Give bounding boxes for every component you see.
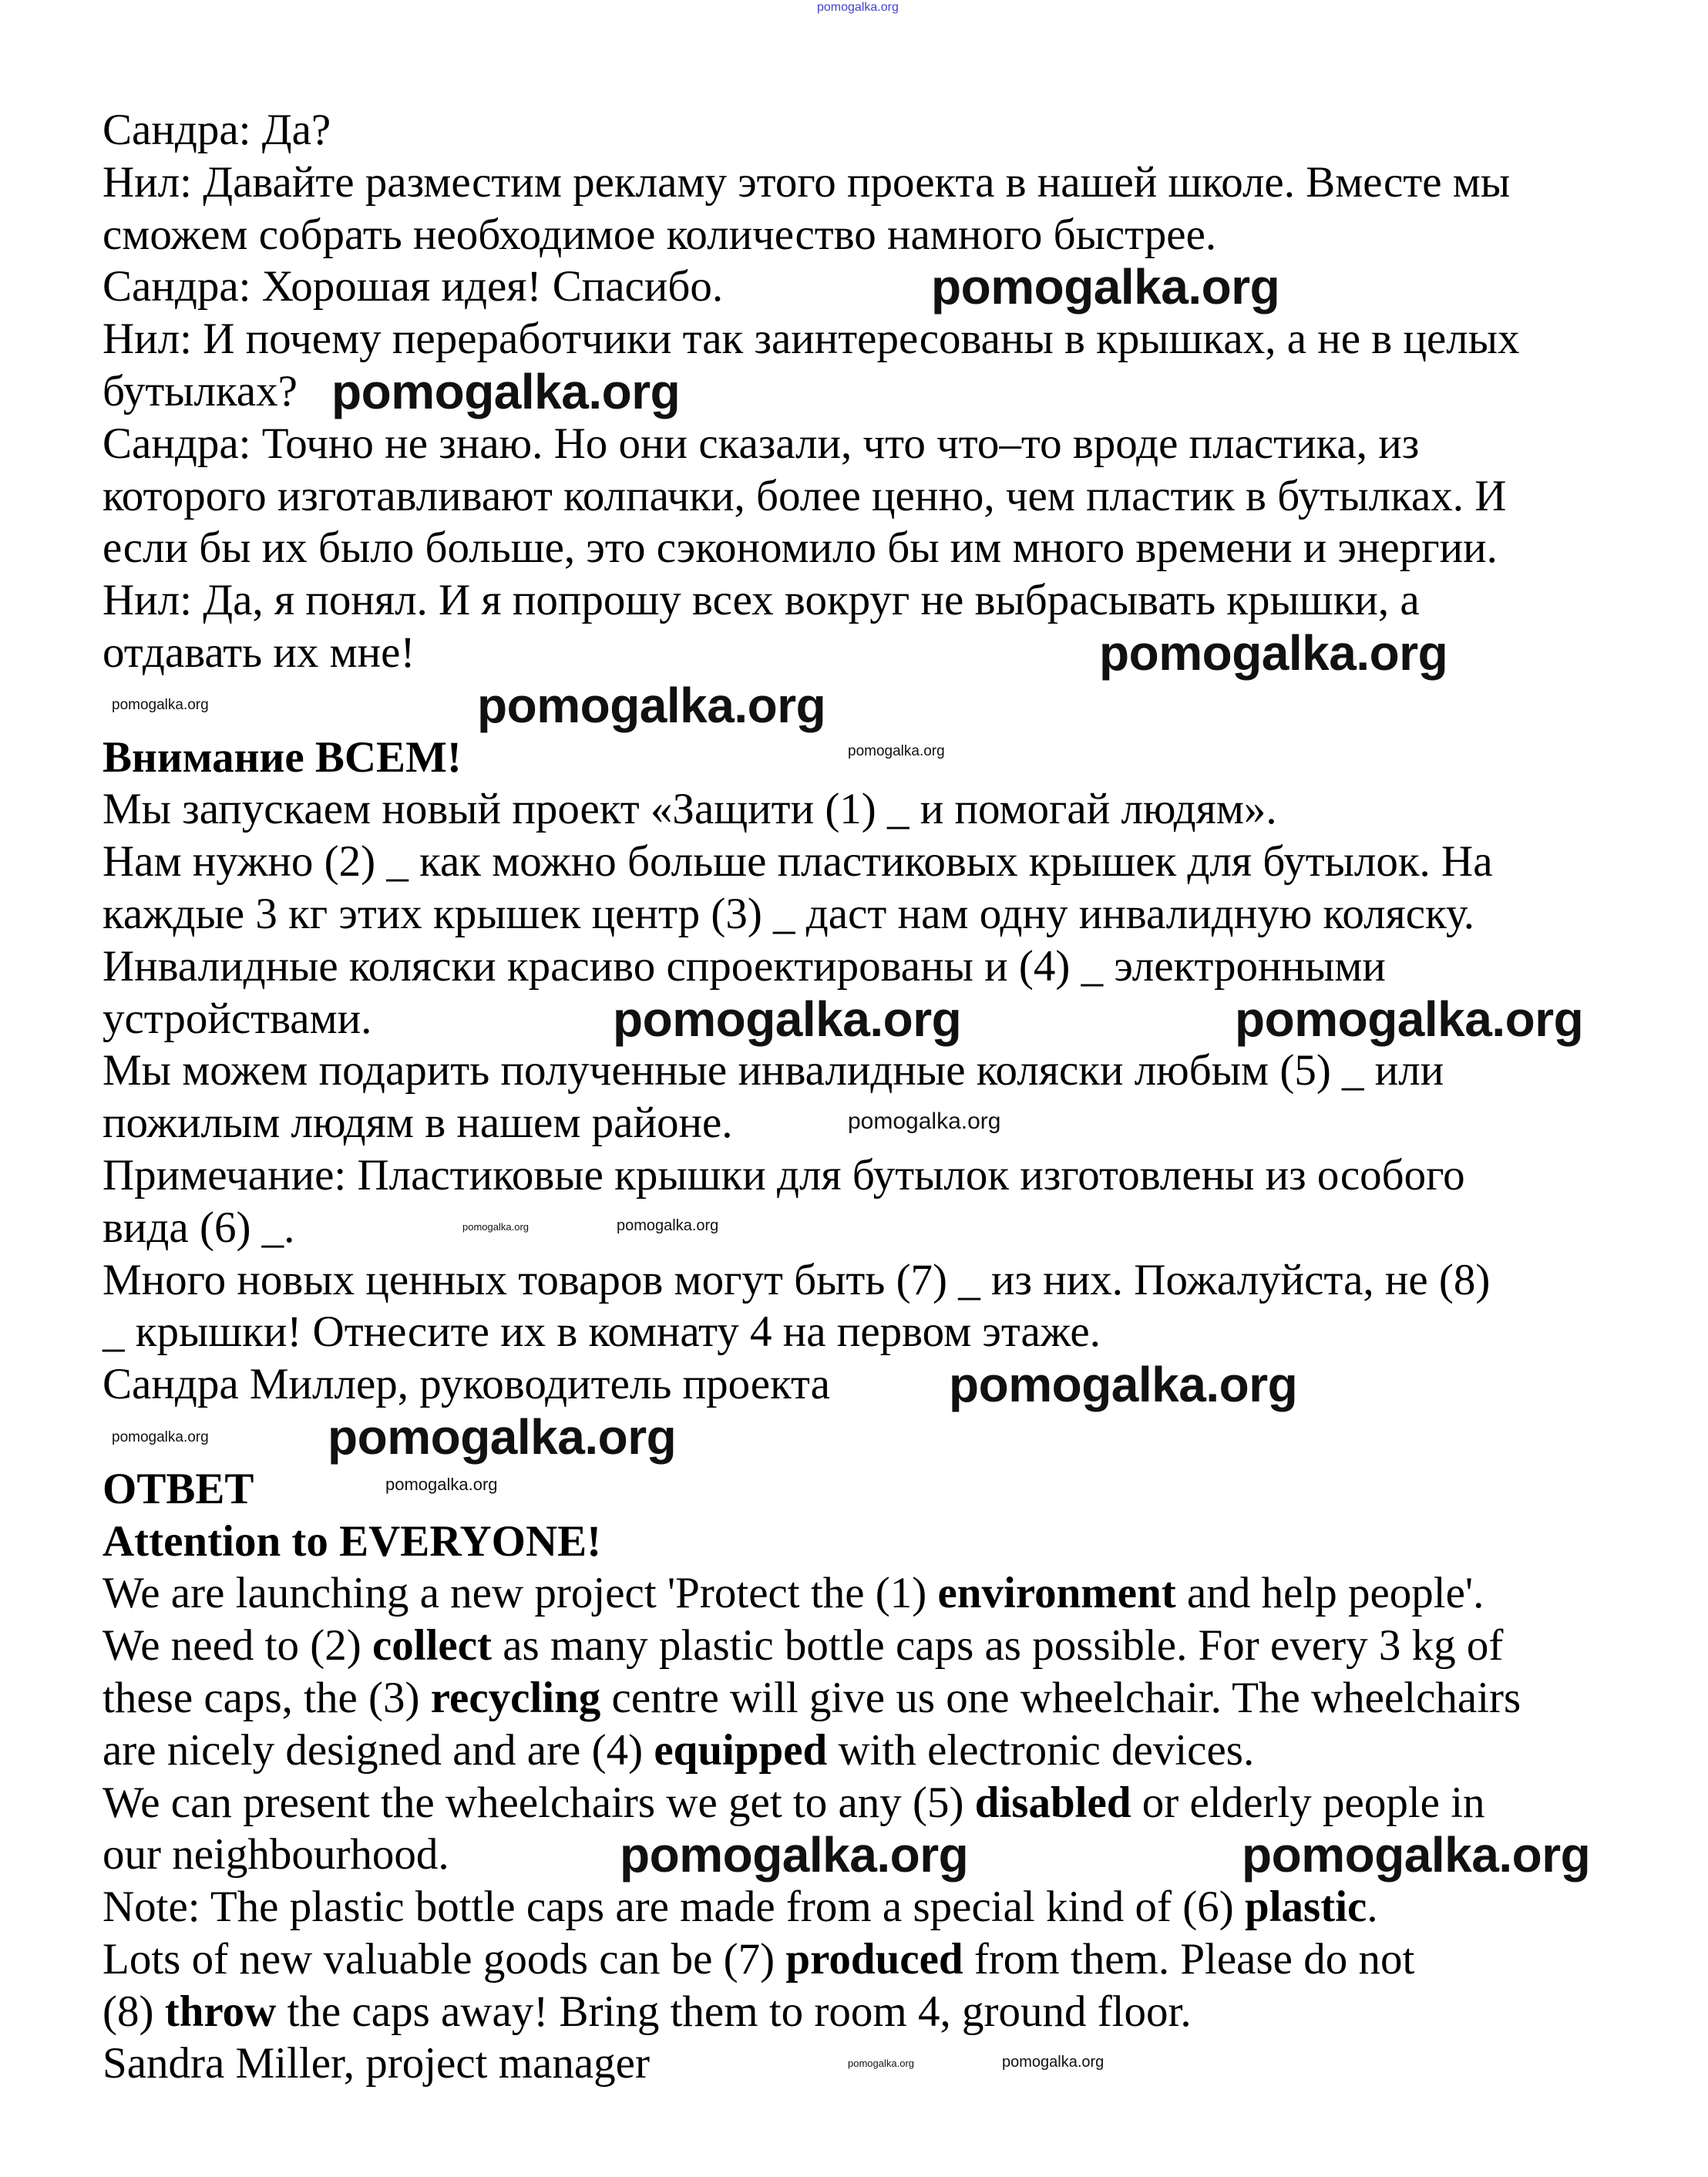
- text-segment: Нил: И почему переработчики так заинтересованы в крышках, а не в целых: [103, 315, 1520, 364]
- text-segment: (8): [103, 1987, 165, 2036]
- text-segment: and help people'.: [1175, 1569, 1484, 1618]
- text-line: [103, 783, 1690, 836]
- text-segment: We are launching a new project 'Protect the (1): [103, 1569, 938, 1618]
- text-segment: каждые 3 кг этих крышек центр (3) _ даст нам одну инвалидную коляску.: [103, 889, 1474, 938]
- text-line: [103, 1254, 1690, 1307]
- text-segment: которого изготавливают колпачки, более ценно, чем пластик в бутылках. И: [103, 471, 1507, 520]
- bold-text: Attention to EVERYONE!: [103, 1516, 602, 1566]
- watermark-small: pomogalka.org: [617, 1217, 719, 1234]
- text-line: [103, 1149, 1690, 1202]
- text-segment: the caps away! Bring them to room 4, ground floor.: [276, 1987, 1192, 2036]
- text-segment: _ крышки! Отнесите их в комнату 4 на первом этаже.: [103, 1307, 1101, 1357]
- watermark: pomogalka.org: [477, 678, 826, 733]
- text-segment: Сандра: Да?: [103, 106, 331, 154]
- text-segment: Lots of new valuable goods can be (7): [103, 1934, 786, 1984]
- text-segment: устройствами.: [103, 994, 372, 1043]
- text-line: [103, 1777, 1690, 1829]
- text-segment: Нил: Давайте разместим рекламу этого проекта в нашей школе. Вместе мы: [103, 157, 1511, 207]
- text-segment: Sandra Miller, project manager: [103, 2039, 650, 2088]
- bold-text: Внимание ВСЕМ!: [103, 732, 462, 782]
- text-segment: as many plastic bottle caps as possible. For every 3 kg of: [492, 1621, 1504, 1671]
- text-segment: Сандра: Хорошая идея! Спасибо.: [103, 262, 724, 311]
- watermark: pomogalka.org: [1242, 1827, 1591, 1883]
- text-segment: Сандра Миллер, руководитель проекта: [103, 1360, 830, 1409]
- watermark-small: pomogalka.org: [848, 1109, 1001, 1134]
- text-line: [103, 1881, 1690, 1933]
- text-segment: Note: The plastic bottle caps are made from a special kind of (6): [103, 1883, 1245, 1932]
- text-line: [103, 1045, 1690, 1097]
- text-segment: or elderly people in: [1131, 1778, 1485, 1827]
- text-segment: Много новых ценных товаров могут быть (7) _ из них. Пожалуйста, не (8): [103, 1255, 1491, 1304]
- text-line: [103, 156, 1690, 209]
- bold-text: throw: [164, 1987, 277, 2036]
- text-segment: вида (6) _.: [103, 1203, 295, 1252]
- watermark-top: pomogalka.org: [817, 1, 899, 14]
- text-segment: these caps, the (3): [103, 1673, 431, 1722]
- text-segment: сможем собрать необходимое количество намного быстрее.: [103, 210, 1217, 259]
- text-line: [103, 313, 1690, 365]
- text-line: [103, 261, 1690, 313]
- text-line: [103, 1202, 1690, 1254]
- text-segment: бутылках?: [103, 366, 298, 416]
- watermark-small: pomogalka.org: [848, 743, 945, 759]
- text-segment: пожилым людям в нашем районе.: [103, 1099, 733, 1148]
- text-segment: Нил: Да, я понял. И я попрошу всех вокруг не выбрасывать крышки, а: [103, 576, 1420, 625]
- text-line: [103, 470, 1690, 523]
- watermark-small: pomogalka.org: [848, 2058, 914, 2069]
- text-segment: Сандра: Точно не знаю. Но они сказали, что что–то вроде пластика, из: [103, 419, 1420, 468]
- watermark: pomogalka.org: [931, 259, 1280, 315]
- watermark: pomogalka.org: [1235, 991, 1584, 1047]
- text-line: [103, 1672, 1690, 1724]
- watermark: pomogalka.org: [613, 991, 962, 1047]
- text-segment: Инвалидные коляски красиво спроектированы и (4) _ электронными: [103, 941, 1386, 991]
- watermark: pomogalka.org: [331, 364, 681, 419]
- text-segment: We need to (2): [103, 1621, 372, 1671]
- text-segment: .: [1367, 1883, 1378, 1932]
- watermark: pomogalka.org: [328, 1409, 677, 1465]
- watermark: pomogalka.org: [949, 1357, 1298, 1412]
- bold-text: produced: [785, 1934, 963, 1984]
- text-line: [103, 1933, 1690, 1986]
- text-segment: centre will give us one wheelchair. The wheelchairs: [600, 1673, 1521, 1722]
- text-line: [103, 1306, 1690, 1358]
- text-line: [103, 1463, 1690, 1516]
- watermark-small: pomogalka.org: [385, 1475, 498, 1494]
- text-line: [103, 418, 1690, 470]
- text-line: [103, 1724, 1690, 1777]
- text-line: [103, 836, 1690, 888]
- text-segment: Нам нужно (2) _ как можно больше пластиковых крышек для бутылок. На: [103, 837, 1493, 887]
- bold-text: collect: [372, 1621, 492, 1671]
- text-segment: отдавать их мне!: [103, 628, 415, 677]
- text-line: [103, 627, 1690, 679]
- text-segment: are nicely designed and are (4): [103, 1725, 654, 1775]
- bold-text: ОТВЕТ: [103, 1464, 254, 1513]
- text-line: [103, 522, 1690, 574]
- text-line: [103, 1567, 1690, 1620]
- bold-text: disabled: [974, 1778, 1131, 1827]
- text-line: [103, 104, 1690, 156]
- text-segment: Примечание: Пластиковые крышки для бутылок изготовлены из особого: [103, 1150, 1465, 1200]
- bold-text: plastic: [1245, 1883, 1367, 1932]
- text-line: [103, 1358, 1690, 1411]
- text-line: [103, 1516, 1690, 1568]
- text-line: [103, 574, 1690, 627]
- bold-text: equipped: [654, 1725, 828, 1775]
- text-line: [103, 888, 1690, 940]
- text-segment: если бы их было больше, это сэкономило бы им много времени и энергии.: [103, 523, 1498, 573]
- text-segment: from them. Please do not: [963, 1934, 1415, 1984]
- blank-line: [103, 679, 1690, 732]
- text-segment: We can present the wheelchairs we get to any (5): [103, 1778, 975, 1827]
- text-line: [103, 1620, 1690, 1672]
- bold-text: environment: [937, 1569, 1176, 1618]
- watermark-small: pomogalka.org: [462, 1221, 529, 1233]
- watermark-small: pomogalka.org: [112, 697, 209, 713]
- watermark-small: pomogalka.org: [1002, 2054, 1104, 2071]
- text-segment: Мы можем подарить полученные инвалидные коляски любым (5) _ или: [103, 1046, 1444, 1095]
- text-segment: with electronic devices.: [827, 1725, 1255, 1775]
- text-line: [103, 940, 1690, 993]
- text-line: [103, 1986, 1690, 2038]
- text-segment: Мы запускаем новый проект «Защити (1) _ и помогай людям».: [103, 785, 1277, 834]
- text-segment: our neighbourhood.: [103, 1830, 449, 1879]
- watermark-small: pomogalka.org: [112, 1429, 209, 1445]
- watermark: pomogalka.org: [1099, 625, 1448, 681]
- watermark: pomogalka.org: [620, 1827, 969, 1883]
- text-line: [103, 209, 1690, 261]
- bold-text: recycling: [430, 1673, 601, 1722]
